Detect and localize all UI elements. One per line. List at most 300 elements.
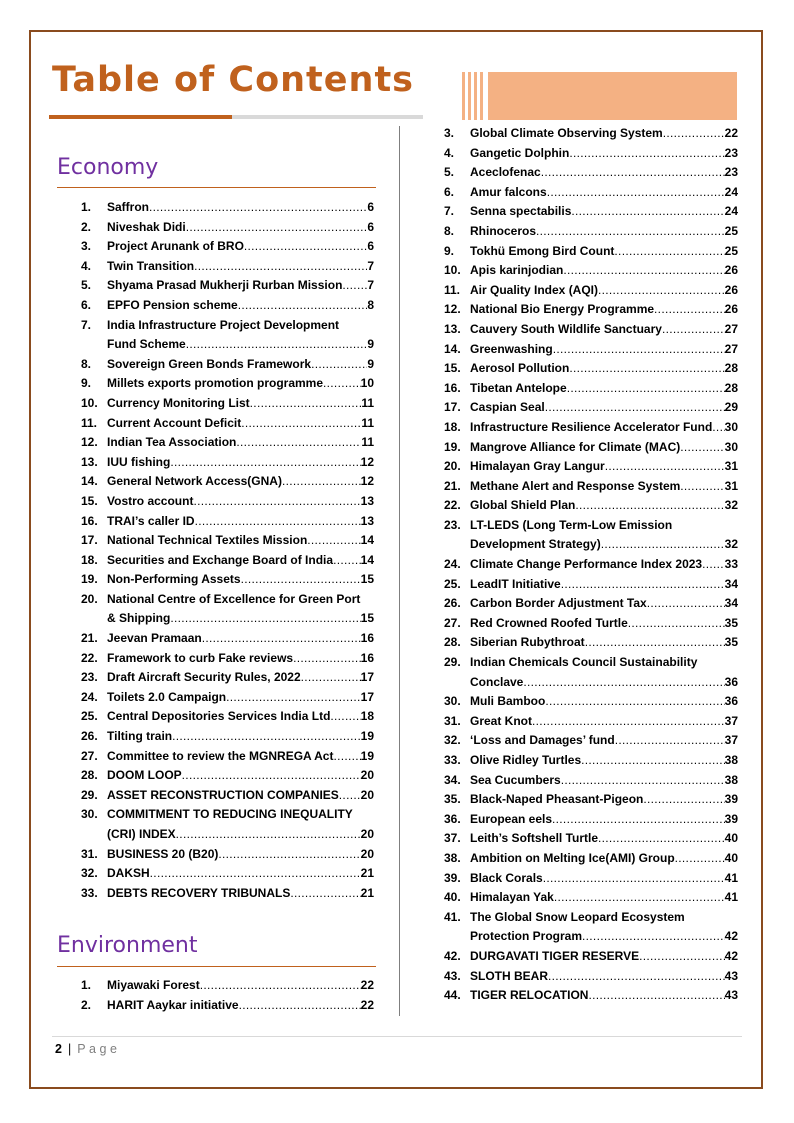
toc-leader-dots	[581, 751, 724, 771]
toc-entry-title: Twin Transition	[107, 258, 195, 273]
toc-entry-title: Indian Tea Association	[107, 435, 237, 450]
toc-entry-page: 36	[724, 694, 738, 709]
toc-entry-page: 7	[367, 258, 374, 273]
toc-entry-number: 7.	[444, 204, 455, 219]
toc-leader-dots	[241, 570, 361, 590]
toc-leader-dots	[311, 355, 367, 375]
toc-entry[interactable]	[444, 653, 738, 692]
toc-entry-page: 10	[360, 376, 374, 391]
toc-entry-title: Global Shield Plan	[470, 498, 576, 513]
toc-leader-dots	[680, 477, 724, 497]
toc-entry-page: 39	[724, 811, 738, 826]
toc-entry-number: 10.	[81, 395, 98, 410]
toc-entry-number: 39.	[444, 870, 461, 885]
footer-rule	[52, 1036, 742, 1037]
toc-entry-number: 16.	[81, 513, 98, 528]
toc-entry-title: Saffron	[107, 200, 149, 214]
toc-leader-dots	[307, 531, 360, 551]
toc-entry[interactable]	[81, 976, 374, 996]
section-rule-environment	[57, 966, 376, 967]
toc-entry-page: 31	[724, 459, 738, 474]
toc-entry[interactable]	[444, 261, 738, 281]
toc-entry-title: Aceclofenac	[470, 165, 541, 180]
toc-leader-dots	[541, 163, 725, 183]
toc-entry[interactable]	[444, 575, 738, 595]
toc-entry-title: SLOTH BEAR	[470, 968, 548, 983]
toc-entry[interactable]	[81, 805, 374, 844]
toc-entry-page: 40	[724, 831, 738, 846]
toc-entry[interactable]	[444, 731, 738, 751]
toc-entry-page: 17	[360, 689, 374, 704]
toc-entry-number: 15.	[81, 493, 98, 508]
toc-leader-dots	[170, 453, 360, 473]
toc-entry-title: Leith’s Softshell Turtle	[470, 831, 599, 846]
toc-entry-title: DAKSH	[107, 866, 150, 881]
toc-entry-number: 12.	[444, 302, 461, 317]
toc-entry[interactable]	[444, 829, 738, 849]
toc-entry[interactable]	[81, 355, 374, 375]
toc-entry-number: 26.	[81, 729, 98, 744]
toc-entry-page: 21	[360, 885, 374, 900]
toc-entry-title: Central Depositories Services India Ltd	[107, 709, 331, 724]
toc-leader-dots	[561, 575, 725, 595]
toc-entry[interactable]	[444, 281, 738, 301]
toc-entry-title: Aerosol Pollution	[470, 361, 570, 376]
toc-entry-title: General Network Access(GNA)	[107, 474, 282, 489]
toc-leader-dots	[301, 668, 361, 688]
toc-leader-dots	[244, 237, 367, 257]
toc-leader-dots	[553, 340, 725, 360]
toc-leader-dots	[585, 633, 725, 653]
toc-entry-title: & Shipping	[107, 611, 171, 626]
toc-entry-title: BUSINESS 20 (B20)	[107, 846, 219, 861]
toc-entry[interactable]	[444, 457, 738, 477]
toc-entry[interactable]	[81, 786, 374, 806]
toc-entry-title: Sovereign Green Bonds Framework	[107, 356, 312, 371]
toc-entry-number: 17.	[81, 533, 98, 548]
toc-entry-page: 16	[360, 631, 374, 646]
toc-entry-number: 14.	[444, 341, 461, 356]
toc-entry-page: 42	[724, 948, 738, 963]
toc-entry-number: 15.	[444, 361, 461, 376]
toc-entry[interactable]	[444, 810, 738, 830]
toc-entry-title: Olive Ridley Turtles	[470, 753, 582, 767]
toc-entry[interactable]	[444, 986, 738, 1006]
toc-entry[interactable]	[444, 496, 738, 516]
toc-entry[interactable]	[81, 472, 374, 492]
toc-entry-page: 11	[361, 395, 374, 410]
toc-entry-title: Fund Scheme	[107, 337, 186, 352]
toc-entry-number: 20.	[444, 459, 461, 474]
toc-entry[interactable]	[81, 492, 374, 512]
toc-entry-page: 23	[724, 145, 738, 160]
toc-entry-page: 32	[724, 537, 738, 552]
toc-entry-title: Carbon Border Adjustment Tax	[470, 596, 647, 611]
toc-entry-number: 44.	[444, 988, 461, 1003]
toc-leader-dots	[598, 829, 725, 849]
toc-entry-title: National Technical Textiles Mission	[107, 533, 308, 548]
toc-entry[interactable]	[444, 555, 738, 575]
toc-entry-title: ASSET RECONSTRUCTION COMPANIES	[107, 787, 339, 802]
toc-entry-title: Securities and Exchange Board of India	[107, 552, 334, 567]
toc-entry-title-line1: COMMITMENT TO REDUCING INEQUALITY	[107, 807, 353, 822]
toc-entry-page: 24	[724, 184, 738, 199]
toc-entry-page: 38	[724, 753, 738, 767]
toc-leader-dots	[200, 976, 361, 996]
toc-entry[interactable]	[444, 790, 738, 810]
toc-leader-dots	[702, 555, 725, 575]
toc-entry-page: 31	[724, 478, 738, 493]
toc-entry-title: Framework to curb Fake reviews	[107, 650, 294, 665]
toc-entry[interactable]	[81, 727, 374, 747]
toc-leader-dots	[342, 276, 367, 296]
toc-entry-number: 1.	[81, 978, 92, 992]
toc-entry[interactable]	[81, 551, 374, 571]
toc-leader-dots	[250, 394, 362, 414]
toc-entry-number: 14.	[81, 474, 98, 489]
toc-entry-title-line1: India Infrastructure Project Development	[107, 317, 340, 332]
toc-entry[interactable]	[81, 257, 374, 277]
toc-entry-number: 3.	[81, 239, 92, 254]
toc-entry[interactable]	[81, 996, 374, 1016]
toc-leader-dots	[654, 300, 725, 320]
toc-entry[interactable]	[81, 590, 374, 629]
toc-entry-page: 22	[360, 997, 374, 1012]
toc-leader-dots	[628, 614, 725, 634]
toc-entry[interactable]	[444, 516, 738, 555]
toc-entry-title: DURGAVATI TIGER RESERVE	[470, 948, 640, 963]
toc-entry-number: 11.	[444, 282, 461, 297]
toc-entry[interactable]	[444, 438, 738, 458]
toc-entry-title: IUU fishing	[107, 454, 171, 469]
toc-entry[interactable]	[81, 845, 374, 865]
toc-entry-title-line1: National Centre of Excellence for Green Port	[107, 591, 361, 606]
toc-entry-page: 22	[360, 978, 374, 992]
toc-leader-dots	[172, 727, 361, 747]
toc-entry-page: 11	[361, 415, 374, 430]
toc-entry-number: 21.	[444, 478, 461, 493]
toc-entry-title: Non-Performing Assets	[107, 572, 241, 587]
toc-entry-number: 31.	[444, 713, 461, 728]
toc-entry[interactable]	[444, 340, 738, 360]
toc-entry-page: 6	[367, 200, 374, 214]
toc-entry-title: Himalayan Gray Langur	[470, 459, 605, 474]
toc-leader-dots	[582, 927, 725, 947]
toc-entry-number: 37.	[444, 831, 461, 846]
toc-entry[interactable]	[81, 453, 374, 473]
toc-entry[interactable]	[444, 712, 738, 732]
toc-entry-title: Development Strategy)	[470, 537, 601, 552]
toc-entry-number: 19.	[444, 439, 461, 454]
toc-entry[interactable]	[444, 888, 738, 908]
toc-entry[interactable]	[81, 884, 374, 904]
toc-entry-page: 7	[367, 278, 374, 293]
toc-entry[interactable]	[81, 570, 374, 590]
toc-entry-title: Jeevan Pramaan	[107, 631, 202, 646]
toc-entry-title: National Bio Energy Programme	[470, 302, 655, 317]
toc-entry-number: 13.	[81, 454, 98, 469]
toc-entry-page: 25	[724, 243, 738, 258]
toc-entry-number: 21.	[81, 631, 98, 646]
toc-entry[interactable]	[81, 766, 374, 786]
toc-entry-number: 33.	[81, 885, 98, 900]
toc-entry-page: 19	[360, 729, 374, 744]
toc-entry[interactable]	[444, 633, 738, 653]
toc-entry-title: Great Knot	[470, 713, 533, 728]
toc-leader-dots	[569, 144, 724, 164]
toc-entry-title: Climate Change Performance Index 2023	[470, 557, 703, 572]
toc-entry[interactable]	[444, 967, 738, 987]
toc-entry-number: 19.	[81, 572, 98, 587]
toc-entry-title: Cauvery South Wildlife Sanctuary	[470, 321, 662, 336]
toc-entry[interactable]	[81, 747, 374, 767]
toc-leader-dots	[523, 673, 724, 693]
toc-leader-dots	[575, 496, 724, 516]
toc-leader-dots	[282, 472, 361, 492]
toc-entry[interactable]	[81, 414, 374, 434]
toc-entry-page: 37	[724, 733, 738, 748]
toc-entry[interactable]	[444, 222, 738, 242]
toc-entry-title: Air Quality Index (AQI)	[470, 282, 599, 297]
footer-separator: |	[67, 1042, 72, 1056]
toc-entry[interactable]	[81, 218, 374, 238]
toc-entry-number: 33.	[444, 753, 461, 767]
toc-entry[interactable]	[81, 237, 374, 257]
page-number: 2	[55, 1042, 62, 1056]
toc-entry[interactable]	[81, 649, 374, 669]
toc-entry-page: 28	[724, 361, 738, 376]
toc-entry-number: 30.	[444, 694, 461, 709]
toc-entry[interactable]	[444, 379, 738, 399]
toc-entry-title: Sea Cucumbers	[470, 772, 561, 787]
toc-entry-title: Methane Alert and Response System	[470, 478, 681, 493]
toc-leader-dots	[543, 869, 725, 889]
toc-entry-title: EPFO Pension scheme	[107, 297, 238, 312]
toc-entry-number: 11.	[81, 415, 98, 430]
toc-entry-number: 6.	[444, 184, 455, 199]
toc-entry-number: 4.	[444, 145, 455, 160]
toc-entry-page: 16	[360, 650, 374, 665]
toc-entry-page: 33	[724, 557, 738, 572]
toc-entry-number: 5.	[81, 278, 92, 293]
toc-entry[interactable]	[444, 163, 738, 183]
toc-entry-page: 9	[367, 356, 374, 371]
toc-leader-dots	[226, 688, 361, 708]
toc-entry-number: 36.	[444, 811, 461, 826]
toc-entry[interactable]	[81, 864, 374, 884]
toc-entry-number: 38.	[444, 850, 461, 865]
toc-entry-title: Senna spectabilis	[470, 204, 572, 219]
toc-leader-dots	[339, 786, 361, 806]
toc-entry[interactable]	[81, 668, 374, 688]
toc-entry-page: 12	[360, 454, 374, 469]
toc-entry[interactable]	[81, 688, 374, 708]
toc-leader-dots	[598, 281, 725, 301]
toc-leader-dots	[241, 414, 361, 434]
toc-entry-page: 41	[724, 890, 738, 905]
toc-entry-title: Shyama Prasad Mukherji Rurban Mission	[107, 278, 343, 293]
toc-entry[interactable]	[81, 707, 374, 727]
toc-leader-dots	[195, 512, 361, 532]
toc-entry-page: 43	[724, 988, 738, 1003]
toc-entry-title-line1: Indian Chemicals Council Sustainability	[470, 655, 698, 670]
toc-leader-dots	[647, 594, 725, 614]
page-label: Page	[77, 1042, 121, 1056]
toc-entry-number: 4.	[81, 258, 92, 273]
toc-entry-title: Tibetan Antelope	[470, 380, 567, 395]
toc-entry-page: 26	[724, 263, 738, 278]
toc-leader-dots	[323, 374, 361, 394]
toc-entry-title: ‘Loss and Damages’ fund	[470, 733, 615, 748]
toc-entry-title: TRAI’s caller ID	[107, 513, 195, 528]
toc-entry-number: 24.	[444, 557, 461, 572]
toc-entry-title: Tilting train	[107, 729, 173, 744]
toc-entry[interactable]	[81, 374, 374, 394]
toc-leader-dots	[569, 359, 724, 379]
toc-entry-number: 27.	[81, 748, 98, 763]
toc-leader-dots	[236, 433, 361, 453]
toc-entry[interactable]	[444, 869, 738, 889]
toc-entry[interactable]	[444, 359, 738, 379]
toc-entry-number: 32.	[444, 733, 461, 748]
toc-entry-page: 14	[360, 552, 374, 567]
toc-entry-number: 18.	[81, 552, 98, 567]
toc-entry[interactable]	[444, 144, 738, 164]
toc-entry-number: 18.	[444, 419, 461, 434]
toc-entry-title: Protection Program	[470, 929, 583, 944]
toc-entry[interactable]	[444, 751, 738, 771]
toc-entry[interactable]	[444, 477, 738, 497]
toc-entry[interactable]	[444, 398, 738, 418]
toc-entry-page: 42	[724, 929, 738, 944]
toc-leader-dots	[615, 731, 725, 751]
toc-leader-dots	[293, 649, 361, 669]
toc-entry-page: 28	[724, 380, 738, 395]
toc-entry-page: 13	[360, 513, 374, 528]
toc-entry[interactable]	[444, 771, 738, 791]
toc-entry[interactable]	[444, 183, 738, 203]
toc-entry[interactable]	[81, 433, 374, 453]
toc-entry[interactable]	[444, 947, 738, 967]
toc-entry-title: European eels	[470, 811, 553, 826]
toc-entry[interactable]	[81, 531, 374, 551]
toc-entry[interactable]	[444, 242, 738, 262]
toc-entry[interactable]	[444, 594, 738, 614]
section-heading-economy: Economy	[57, 155, 159, 180]
toc-entry-title: Amur falcons	[470, 184, 547, 199]
toc-leader-dots	[170, 609, 360, 629]
toc-leader-dots	[663, 124, 725, 144]
toc-entry[interactable]	[81, 276, 374, 296]
toc-entry-title: Vostro account	[107, 493, 194, 508]
toc-leader-dots	[552, 810, 725, 830]
toc-entry-title: Siberian Rubythroat	[470, 635, 585, 650]
toc-entry-number: 1.	[81, 200, 92, 214]
toc-entry-title: Apis karinjodian	[470, 263, 564, 278]
toc-entry-number: 31.	[81, 846, 98, 861]
toc-entry[interactable]	[81, 198, 374, 218]
toc-leader-dots	[545, 398, 725, 418]
toc-entry-number: 22.	[444, 498, 461, 513]
toc-entry-title: Global Climate Observing System	[470, 126, 663, 140]
toc-entry-page: 22	[724, 126, 738, 140]
toc-entry-page: 34	[724, 576, 738, 591]
toc-entry-number: 28.	[444, 635, 461, 650]
toc-entry-title: Rhinoceros	[470, 223, 537, 238]
toc-entry[interactable]	[444, 320, 738, 340]
toc-entry[interactable]	[444, 202, 738, 222]
toc-leader-dots	[182, 766, 361, 786]
toc-entry-page: 25	[724, 223, 738, 238]
toc-entry-page: 20	[360, 846, 374, 861]
toc-leader-dots	[150, 864, 361, 884]
toc-entry[interactable]	[81, 394, 374, 414]
toc-entry-page: 26	[724, 282, 738, 297]
toc-entry-page: 34	[724, 596, 738, 611]
toc-entry-number: 29.	[444, 655, 461, 670]
toc-leader-dots	[554, 888, 725, 908]
toc-entry[interactable]	[444, 849, 738, 869]
toc-entry[interactable]	[444, 124, 738, 144]
toc-entry-number: 22.	[81, 650, 98, 665]
toc-entry[interactable]	[81, 296, 374, 316]
toc-leader-dots	[333, 747, 360, 767]
toc-entry-title: DEBTS RECOVERY TRIBUNALS	[107, 885, 291, 900]
toc-leader-dots	[639, 947, 725, 967]
toc-entry-page: 12	[360, 474, 374, 489]
toc-leader-dots	[176, 825, 361, 845]
toc-leader-dots	[193, 492, 360, 512]
toc-entry-page: 24	[724, 204, 738, 219]
toc-leader-dots	[588, 986, 724, 1006]
toc-leader-dots	[194, 257, 367, 277]
toc-leader-dots	[333, 551, 361, 571]
toc-entry[interactable]	[81, 512, 374, 532]
toc-entry-page: 38	[724, 772, 738, 787]
toc-entry-number: 28.	[81, 768, 98, 783]
toc-entry-number: 25.	[444, 576, 461, 591]
toc-entry-page: 18	[360, 709, 374, 724]
toc-entry-page: 27	[724, 321, 738, 336]
toc-entry-title: Greenwashing	[470, 341, 553, 356]
toc-leader-dots	[218, 845, 360, 865]
section-rule-economy	[57, 187, 376, 188]
toc-entry[interactable]	[444, 418, 738, 438]
toc-entry-number: 34.	[444, 772, 461, 787]
toc-leader-dots	[149, 198, 367, 218]
toc-entry-title: DOOM LOOP	[107, 768, 182, 783]
toc-entry-number: 42.	[444, 948, 461, 963]
toc-entry-page: 26	[724, 302, 738, 317]
toc-entry[interactable]	[444, 908, 738, 947]
toc-entry-page: 19	[360, 748, 374, 763]
toc-entry[interactable]	[444, 614, 738, 634]
toc-entry-number: 16.	[444, 380, 461, 395]
toc-entry-page: 15	[360, 572, 374, 587]
toc-leader-dots	[601, 535, 725, 555]
toc-entry[interactable]	[444, 300, 738, 320]
toc-entry[interactable]	[81, 316, 374, 355]
toc-entry[interactable]	[444, 692, 738, 712]
toc-entry-page: 29	[724, 400, 738, 415]
toc-entry[interactable]	[81, 629, 374, 649]
toc-entry-number: 43.	[444, 968, 461, 983]
toc-entry-number: 2.	[81, 219, 92, 234]
toc-entry-number: 30.	[81, 807, 98, 822]
toc-entry-number: 12.	[81, 435, 98, 450]
toc-entry-page: 40	[724, 850, 738, 865]
toc-entry-title-line1: LT-LEDS (Long Term-Low Emission	[470, 517, 673, 532]
